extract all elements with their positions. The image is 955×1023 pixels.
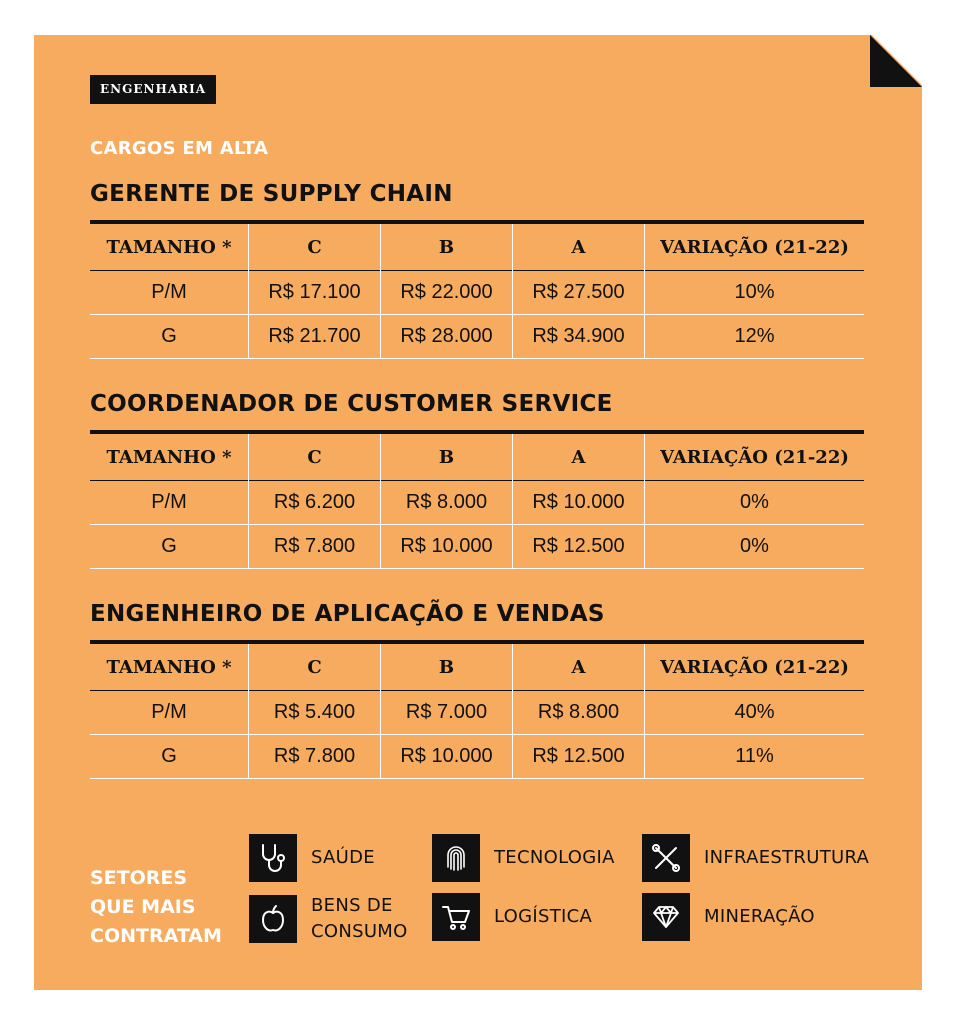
sectors-title <box>90 864 222 951</box>
subtitle: CARGOS EM ALTA <box>90 138 269 159</box>
header-tamanho: TAMANHO * <box>106 446 232 468</box>
sector-label: SAÚDE <box>311 847 375 868</box>
cell-tamanho: P/M <box>151 701 187 723</box>
folded-corner-flap <box>870 35 922 87</box>
sector-label: LOGÍSTICA <box>494 906 593 927</box>
cell-tamanho: G <box>161 535 177 557</box>
cell-variacao: 0% <box>645 481 865 525</box>
cell-a: R$ 12.500 <box>513 525 645 569</box>
sector-mineracao <box>642 893 815 941</box>
sector-label: INFRAESTRUTURA <box>704 847 870 868</box>
sector-logistica <box>432 893 592 941</box>
cell-tamanho: G <box>161 745 177 767</box>
cell-c: R$ 17.100 <box>249 271 381 315</box>
diamond-icon <box>642 893 690 941</box>
header-a: A <box>513 432 645 481</box>
table-row <box>90 525 864 569</box>
header-variacao: VARIAÇÃO (21-22) <box>645 642 865 691</box>
header-c: C <box>249 222 381 271</box>
salary-table <box>90 640 864 779</box>
tools-icon <box>642 834 690 882</box>
cell-b: R$ 10.000 <box>381 735 513 779</box>
cell-c: R$ 7.800 <box>249 735 381 779</box>
cell-a: R$ 12.500 <box>513 735 645 779</box>
header-a: A <box>513 222 645 271</box>
cell-c: R$ 5.400 <box>249 691 381 735</box>
header-tamanho: TAMANHO * <box>106 656 232 678</box>
cell-variacao: 11% <box>645 735 865 779</box>
header-a: A <box>513 642 645 691</box>
header-b: B <box>381 642 513 691</box>
table-row <box>90 271 864 315</box>
sector-label-line: CONSUMO <box>311 921 408 942</box>
sector-saude <box>249 834 375 882</box>
sector-label <box>311 893 408 945</box>
sector-tecnologia <box>432 834 615 882</box>
cell-c: R$ 21.700 <box>249 315 381 359</box>
section-title: ENGENHEIRO DE APLICAÇÃO E VENDAS <box>90 601 605 627</box>
cell-variacao: 40% <box>645 691 865 735</box>
header-c: C <box>249 432 381 481</box>
cell-a: R$ 27.500 <box>513 271 645 315</box>
cell-c: R$ 6.200 <box>249 481 381 525</box>
cell-b: R$ 10.000 <box>381 525 513 569</box>
cell-variacao: 12% <box>645 315 865 359</box>
sectors-title-line: QUE MAIS <box>90 896 196 918</box>
salary-table <box>90 430 864 569</box>
cell-a: R$ 8.800 <box>513 691 645 735</box>
sector-bens-de-consumo <box>249 893 408 945</box>
cell-b: R$ 8.000 <box>381 481 513 525</box>
header-variacao: VARIAÇÃO (21-22) <box>645 222 865 271</box>
header-tamanho: TAMANHO * <box>106 236 232 258</box>
table-header-row <box>90 642 864 691</box>
table-header-row <box>90 222 864 271</box>
cart-icon <box>432 893 480 941</box>
cell-a: R$ 10.000 <box>513 481 645 525</box>
table-row <box>90 481 864 525</box>
cell-b: R$ 7.000 <box>381 691 513 735</box>
section-title: GERENTE DE SUPPLY CHAIN <box>90 181 453 207</box>
cell-a: R$ 34.900 <box>513 315 645 359</box>
cell-variacao: 10% <box>645 271 865 315</box>
sector-label: MINERAÇÃO <box>704 906 815 927</box>
table-row <box>90 691 864 735</box>
header-b: B <box>381 222 513 271</box>
fingerprint-icon <box>432 834 480 882</box>
table-row <box>90 735 864 779</box>
salary-table <box>90 220 864 359</box>
table-row <box>90 315 864 359</box>
header-variacao: VARIAÇÃO (21-22) <box>645 432 865 481</box>
section-title: COORDENADOR DE CUSTOMER SERVICE <box>90 391 613 417</box>
sector-infraestrutura <box>642 834 869 882</box>
infographic-card <box>34 35 922 990</box>
sectors-title-line: SETORES <box>90 867 188 889</box>
cell-b: R$ 22.000 <box>381 271 513 315</box>
stethoscope-icon <box>249 834 297 882</box>
apple-icon <box>249 895 297 943</box>
cell-variacao: 0% <box>645 525 865 569</box>
cell-tamanho: P/M <box>151 281 187 303</box>
cell-tamanho: P/M <box>151 491 187 513</box>
sector-label-line: BENS DE <box>311 895 393 916</box>
cell-b: R$ 28.000 <box>381 315 513 359</box>
sectors-title-line: CONTRATAM <box>90 925 222 947</box>
header-b: B <box>381 432 513 481</box>
table-header-row <box>90 432 864 481</box>
header-c: C <box>249 642 381 691</box>
category-tag: ENGENHARIA <box>90 75 216 104</box>
cell-tamanho: G <box>161 325 177 347</box>
cell-c: R$ 7.800 <box>249 525 381 569</box>
sector-label: TECNOLOGIA <box>494 847 615 868</box>
